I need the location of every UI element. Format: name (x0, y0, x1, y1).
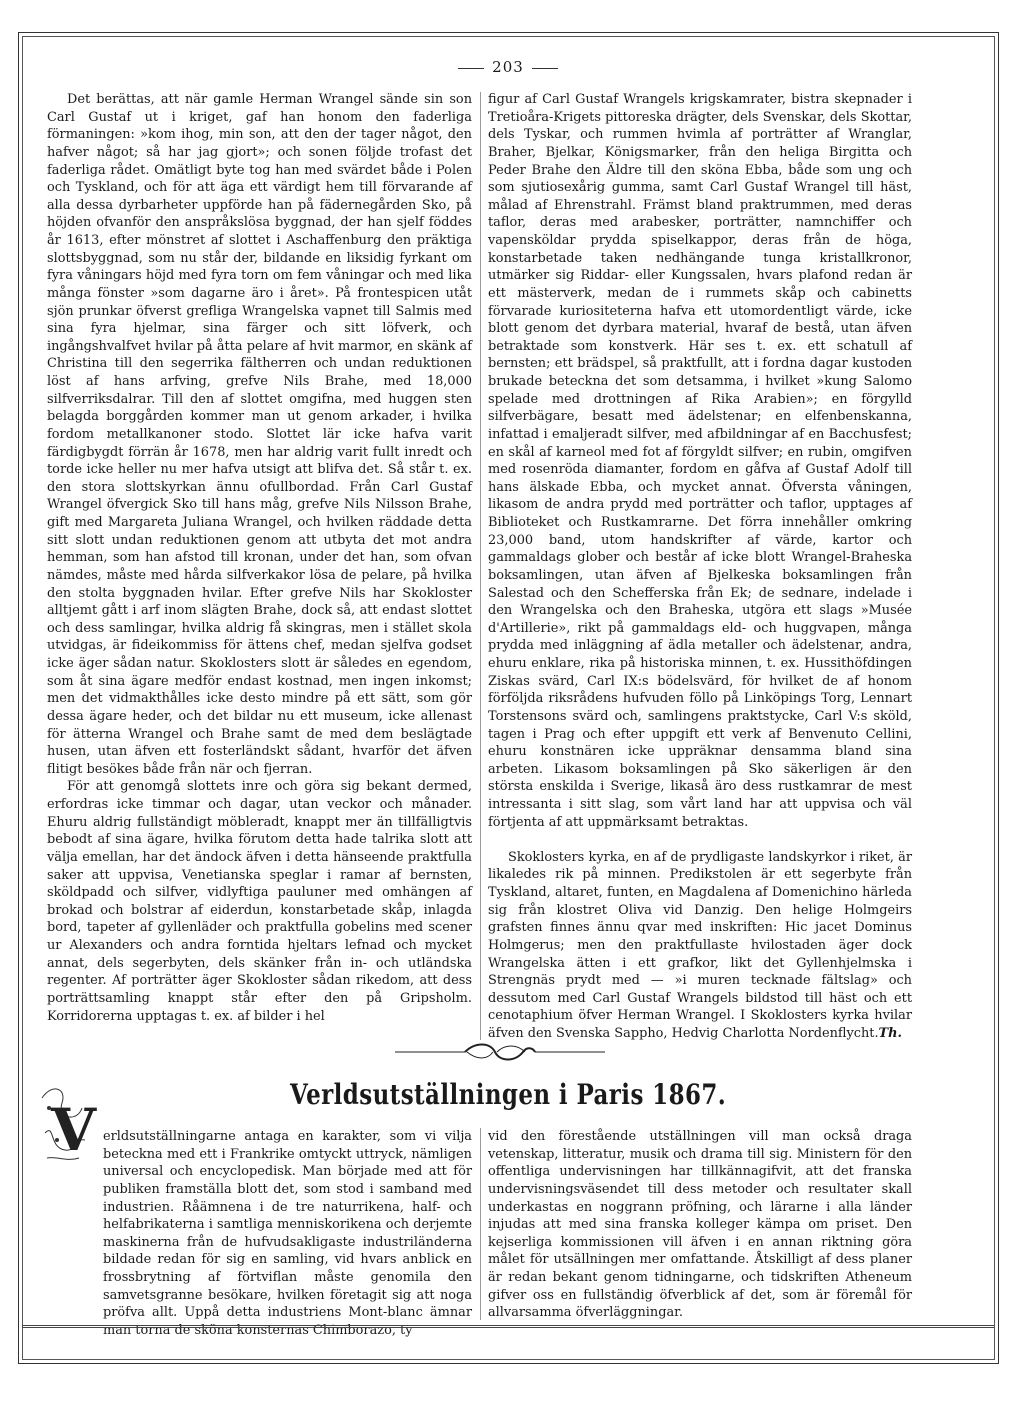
article-paragraph: erldsutställningarne antaga en karakter, som vi vilja beteckna med ett i Frankrike omtyckt uttryck, nämligen universal och encyclopedisk. Man började med att för publiken framställa blott det, som stod i samband med industrien. Råämnena i de tre naturrikena, half- och helfabrikaterna i samtliga menniskorikena och derjemte maskinerna från de hufvudsakligaste industriländerna bildade redan för sig en samling, vid hvars anblick en frossbrytning af förtviflan måste genomila den samvetsgranne besökare, hvilken företagit sig att noga pröfva allt. Uppå detta industriens Mont-blanc ämnar man torna de sköna konsternas Chimborazo, ty (103, 1129, 472, 1338)
section-title: Verldsutställningen i Paris 1867. (290, 1078, 727, 1111)
column-divider-bottom (480, 1128, 481, 1320)
page-number-dash-right (532, 68, 558, 69)
right-column (488, 91, 912, 1043)
column-divider-top (480, 92, 481, 1040)
paragraph-gap (488, 831, 912, 849)
paragraph: För att genomgå slottets inre och göra sig bekant dermed, erfordras icke timmar och dagar, utan veckor och månader. Ehuru aldrig fullständigt möbleradt, knappt mer än tillfälligtvis bebodt af sina ägare, hvilka förutom detta hade talrika slott att välja emellan, har det ändock äfven i detta hänseende praktfulla saker att uppvisa, Venetianska speglar i ramar af bernsten, sköldpadd och silfver, vidlyftiga pauluner med omhängen af brokad och bolstrar af eiderdun, konstarbetade skåp, inlagda bord, tapeter af gyllenläder och praktfulla gobelins med scener ur Alexanders och andra forntida hjeltars lefnad och mycket annat, dels segerbyten, dels skänker från in- och utländska regenter. Af porträtter äger Skokloster sådan rikedom, att dess porträttsamling knappt står efter den på Gripsholm. Korridorerna upptagas t. ex. af bilder i hel (47, 779, 472, 1024)
author-signature: Th. (878, 1026, 902, 1042)
article-paragraph: vid den förestående utställningen vill man också draga vetenskap, litteratur, musik och drama till sig. Ministern för den offentliga undervisningen har tillkännagifvit, att det franska undervisningsväsendet till dess metoder och resultater skall underkastas en noggrann pröfning, och lärarne i alla länder injudas att med sina franska kolleger kämpa om priset. Den kejserliga kommissionen vill äfven i en annan riktning göra målet för utsällningen mer omfattande. Åtskilligt af dess planer är redan bekant genom tidningarne, och tidskriften Atheneum gifver oss en fullständig öfverblick af det, som är föremål för allvarsamma öfverläggningar. (488, 1129, 912, 1321)
decorative-initial-letter: V (51, 1096, 97, 1164)
page-number (0, 58, 1016, 76)
paragraph: Skoklosters kyrka, en af de prydligaste landskyrkor i riket, är likaledes rik på minnen. Predikstolen är ett segerbyte från Tyskland, altaret, funten, en Magdalena af Domenichino härleda sig från klostret Oliva vid Danzig. Den helige Holmgeirs grafsten finnes ännu qvar med inskriften: Hic jacet Dominus Holmgerus; men den praktfullaste hvilostaden äger dock Wrangelska ätten i ett grafkor, likt det Gyllenhjelmska i Strengnäs prydt med — »i muren tecknade fältslag» och dessutom med Carl Gustaf Wrangels bildstod till häst och ett cenotaphium öfver Herman Wrangel. I Skoklosters kyrka hvilar äfven den Svenska Sappho, Hedvig Charlotta Nordenflycht. (488, 849, 912, 1042)
article-right-column (488, 1128, 912, 1322)
ornament-divider-icon (395, 1040, 605, 1064)
bottom-rule (22, 1325, 994, 1328)
article-left-column (47, 1128, 472, 1340)
left-column (47, 91, 472, 1025)
paragraph: figur af Carl Gustaf Wrangels krigskamrater, bistra skepnader i Tretioåra-Krigets pittoreska drägter, dels Svenskar, dels Skottar, dels Tyskar, och rummen hvimla af porträtter af Wranglar, Braher, Bjelkar, Königsmarker, från den heliga Birgitta och Peder Brahe den Äldre till den sköna Ebba, både som ung och som sjutiosexårig gumma, samt Carl Gustaf Wrangel till häst, målad af Ehrenstrahl. Främst bland praktrummen, med deras taflor, deras med arabesker, porträtter, namnchiffer och vapensköldar prydda spiselkappor, deras från de höga, konstarbetade taken nedhängande tunga kristallkronor, utmärker sig Riddar- eller Kungssalen, hvars plafond redan är ett mästerverk, medan de i rummets skåp och cabinetts förvarade kuriositeterna hafva ett utomordentligt värde, icke blott genom det dyrbara material, hvaraf de bestå, utan äfven betraktade som konstverk. Här ses t. ex. ett schatull af bernsten; ett brädspel, så praktfullt, att i fordna dagar kustoden brukade beteckna det som detsamma, i hvilket »kung Salomo spelade med drottningen af Rika Arabien»; en förgylld silfverbägare, besatt med ädelstenar; en elfenbenskanna, infattad i emaljeradt silfver, med afbildningar af en Bacchusfest; en skål af karneol med fot af förgyldt silfver; en rubin, omgifven med rosenröda diamanter, fordom en gåfva af Gustaf Adolf till hans älskade Ebba, och mycket annat. Öfversta våningen, likasom de andra prydd med porträtter och taflor, upptages af Biblioteket och Rustkamrarne. Det förra innehåller omkring 23,000 band, utom handskrifter af värde, kartor och gammaldags glober och består af icke blott Wrangel-Braheska boksamlingen, utan äfven af Bjelkeska boksamlingen från Salestad och den Schefferska från Ek; de sednare, indelade i den Wrangelska och den Braheska, utgöra ett slags »Musée d'Artillerie», rikt på gammaldags eld- och huggvapen, många prydda med inläggning af ädla metaller och ädelstenar, andra, ehuru enklare, rika på historiska minnen, t. ex. Hussithöfdingen Ziskas svärd, Carl IX:s bödelsvärd, för hvilket de af honom förföljda riksrådens hufvuden föllo på Linköpings Torg, Lennart Torstensons svärd och, samlingens praktstycke, Carl V:s sköld, tagen i Prag och efter uppgift ett verk af Benvenuto Cellini, ehuru konstnären icke uppräknar densamma bland sina arbeten. Likasom boksamlingen på Sko säkerligen är den största enskilda i Sverige, likaså äro dess rustkamrar de mest intressanta i sitt slag, som vårt land har att uppvisa och väl förtjenta af att uppmärksamt betraktas. (488, 92, 912, 830)
page-number-text: 203 (492, 58, 524, 76)
page-number-dash-left (458, 68, 484, 69)
paragraph: Det berättas, att när gamle Herman Wrangel sände sin son Carl Gustaf ut i kriget, gaf han honom den faderliga förmaningen: »kom ihog, min son, att den der tager något, den hafver något; så har jag gjort»; och sonen följde trofast det faderliga rådet. Omätligt byte tog han med svärdet både i Polen och Tyskland, och för att äga ett värdigt hem till förvarande af alla dessa dyrbarheter uppförde han på fädernegården Sko, på höjden ofvanför den anspråkslösa byggnad, der han sjelf föddes år 1613, efter mönstret af slottet i Aschaffenburg den präktiga slottsbyggnad, som nu står der, bildande en liksidig fyrkant om fyra våningars höjd med fyra torn om fem våningar och med lika många fönster »som dagarne äro i året». På frontespicen utåt sjön prunkar öfverst grefliga Wrangelska vapnet till Salmis med sina fyra hjelmar, sina färger och sitt löfverk, och ingångshvalfvet hvilar på åtta pelare af hvit marmor, en skänk af Christina till den segerrika fältherren och undan reduktionen löst af hans arfving, grefve Nils Brahe, med 18,000 silfverriksdalrar. Till den af slottet omgifna, med huggen sten belagda borggården kommer man ut genom arkader, i hvilka fordom metallkanoner stodo. Slottet lär icke hafva varit färdigbygdt förrän år 1678, men har aldrig varit fullt inredt och torde icke heller nu mer hafva utsigt att blifva det. Så står t. ex. den stora slottskyrkan ännu ofullbordad. Från Carl Gustaf Wrangel öfvergick Sko till hans måg, grefve Nils Nilsson Brahe, gift med Margareta Juliana Wrangel, och hvilken räddade detta sitt slott undan reduktionen genom att utbyta det mot andra hemman, som han afstod till kronan, under det han, som ofvan nämdes, måste med hårda silfverkakor lösa de pelare, på hvilka den stolta byggnaden hvilar. Efter grefve Nils har Skokloster alltjemt gått i arf inom slägten Brahe, dock så, att endast slottet och dess samlingar, hvilka aldrig få skingras, men i stället skola utvidgas, är fideikommiss för ättens chef, medan sjelfva godset icke äger sådan natur. Skoklosters slott är således en egendom, som åt sina ägare medför endast kostnad, men ingen inkomst; men det vidmakthålles icke desto mindre på ett sätt, som gör dessa ägare heder, och det bildar nu ett museum, icke allenast för ätterna Wrangel och Brahe samt de med dem beslägtade husen, utan äfven ett fosterländskt sådant, hvarför det äfven flitigt besökes både från när och fjerran. (47, 92, 472, 777)
